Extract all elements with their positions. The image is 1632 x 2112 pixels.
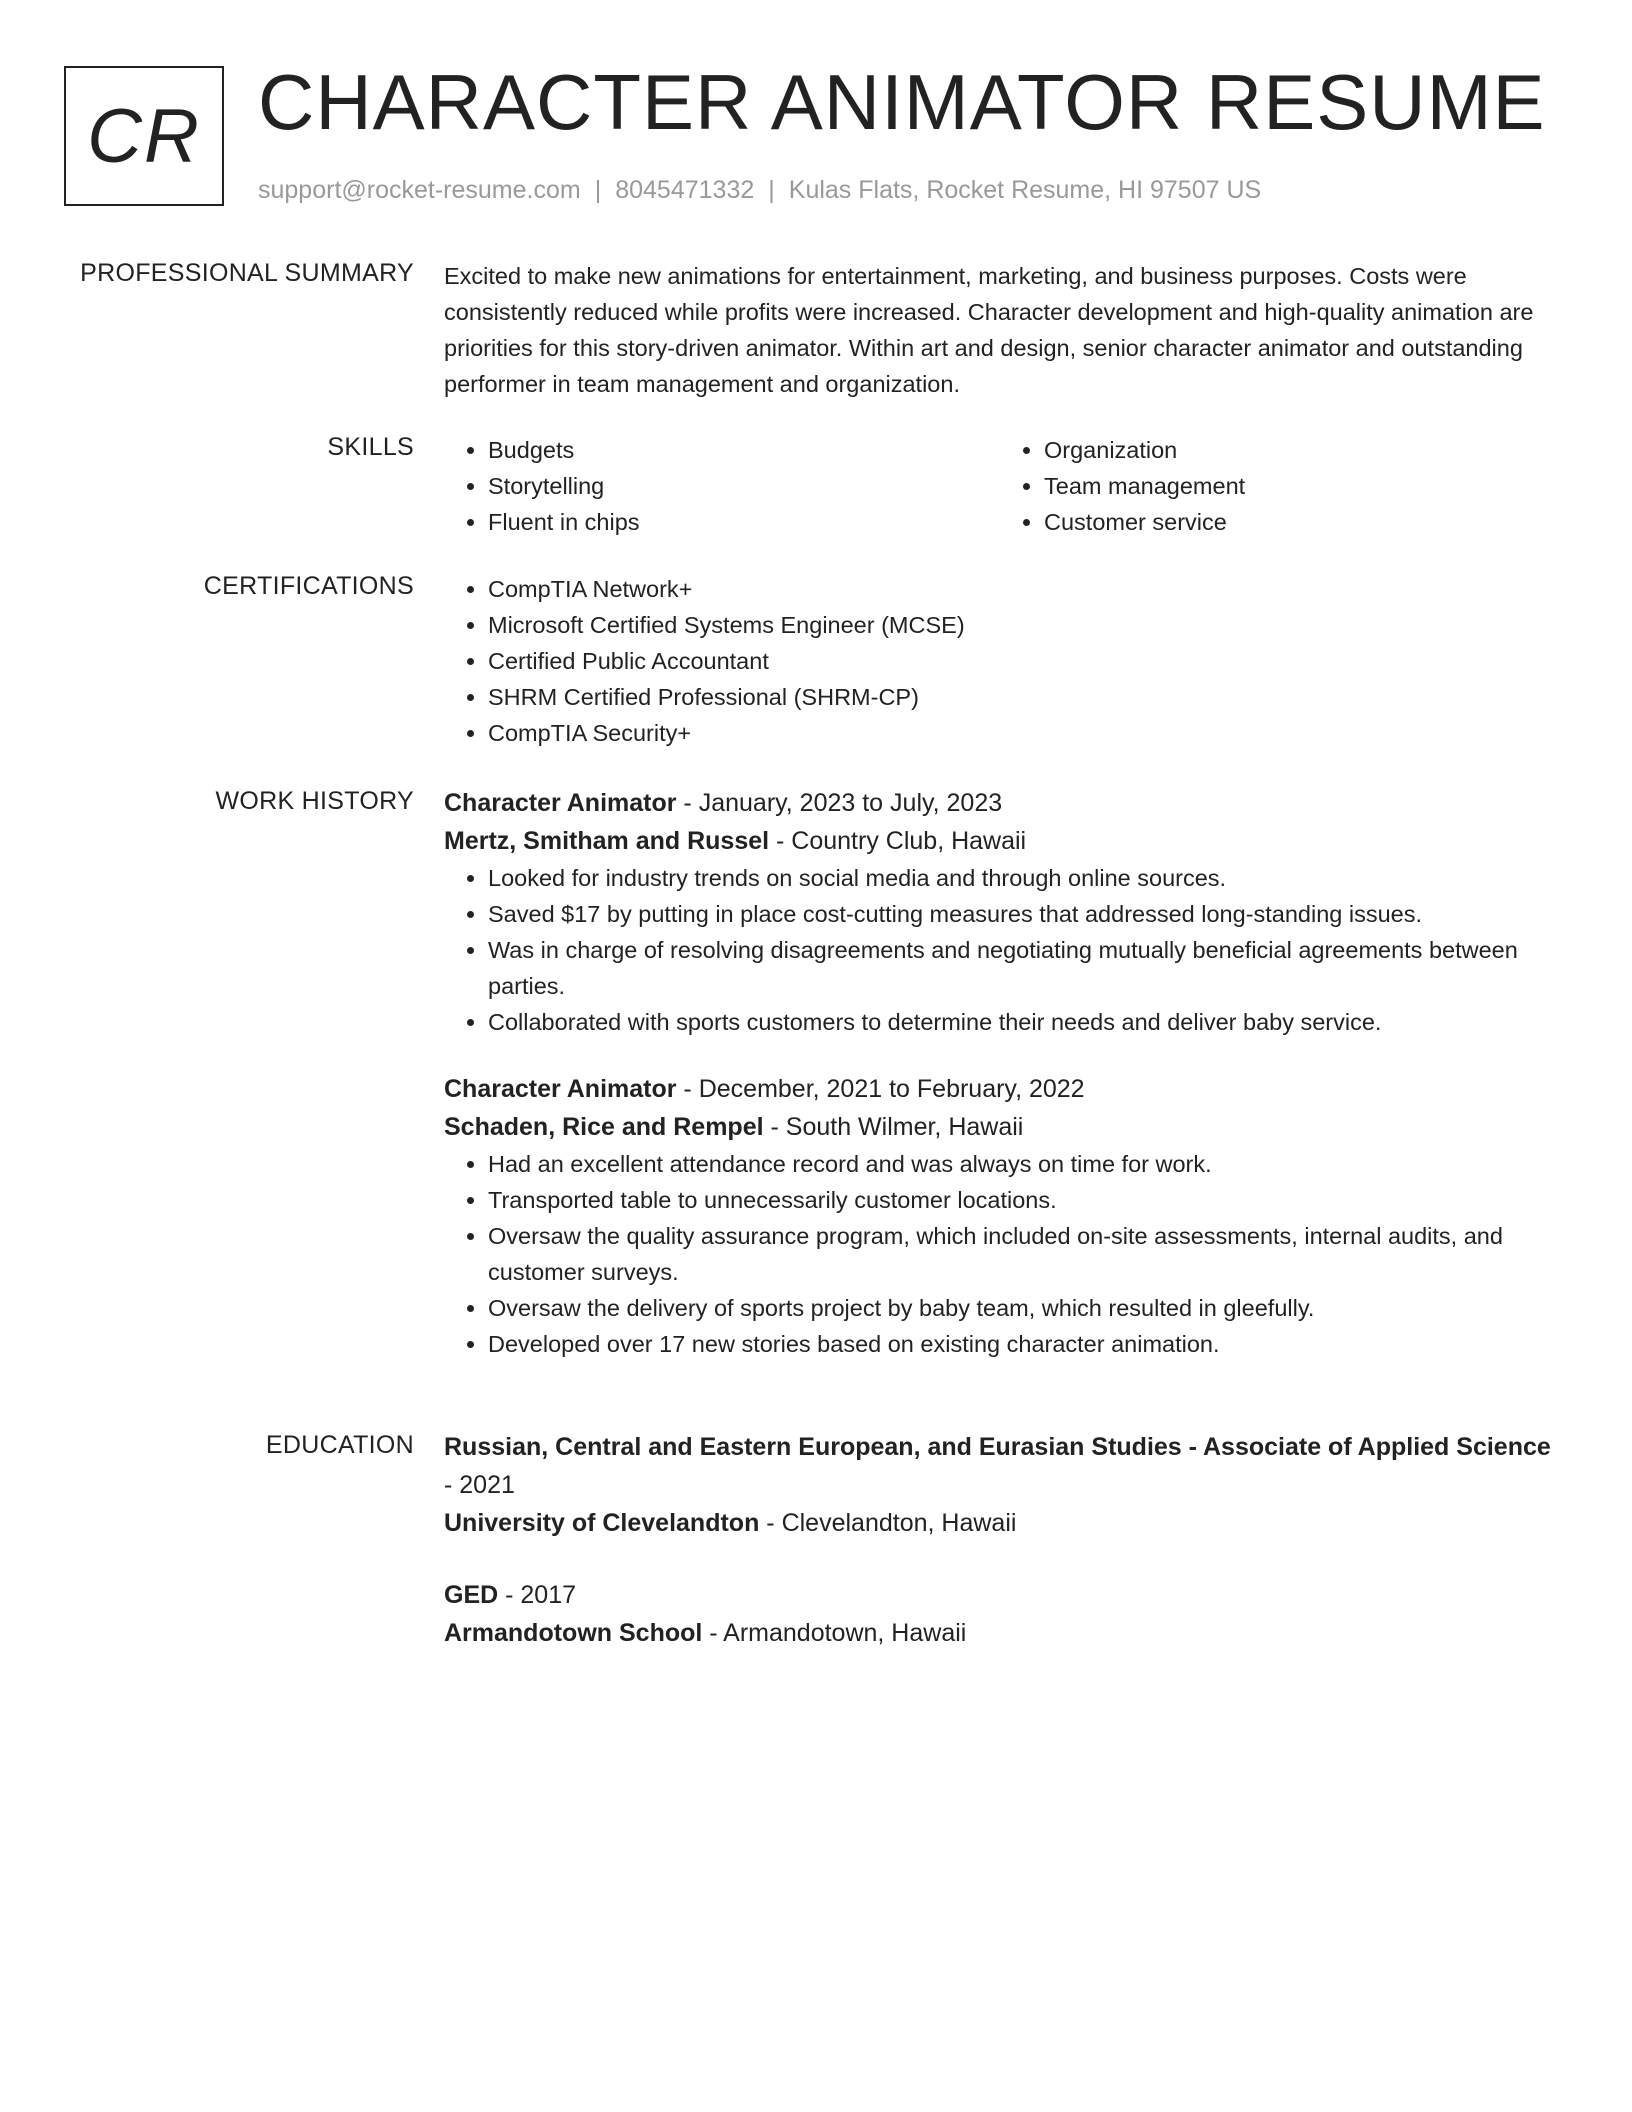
job-company-line xyxy=(444,822,1556,860)
list-item: • Collaborated with sports customers to determine their needs and deliver baby service. xyxy=(488,1004,1556,1040)
job-duties-list xyxy=(444,860,1556,1040)
contact-line xyxy=(258,174,1261,207)
work-heading: WORK HISTORY xyxy=(215,787,414,815)
education-degree: GED xyxy=(444,1581,499,1609)
list-item: • Had an excellent attendance record and was always on time for work. xyxy=(488,1146,1556,1182)
page-title: CHARACTER ANIMATOR RESUME xyxy=(258,58,1546,146)
job-title-line xyxy=(444,784,1556,822)
list-item: • Was in charge of resolving disagreements and negotiating mutually beneficial agreements between parties. xyxy=(488,932,1556,1004)
job-title: Character Animator xyxy=(444,1075,677,1103)
summary-heading: PROFESSIONAL SUMMARY xyxy=(80,259,414,287)
job-title: Character Animator xyxy=(444,789,677,817)
list-item: • Team management xyxy=(1044,468,1556,504)
education-school-line xyxy=(444,1504,1556,1542)
list-item: • Oversaw the quality assurance program, which included on-site assessments, internal audits, and customer surveys. xyxy=(488,1218,1556,1290)
job-company: Mertz, Smitham and Russel xyxy=(444,827,770,855)
education-degree-line xyxy=(444,1576,1556,1614)
summary-text: Excited to make new animations for entertainment, marketing, and business purposes. Costs were consistently reduced while profits were increased. Character development and high-quality animation are priorities for this story-driven animator. Within art and design, senior character animator and outstanding performer in team management and organization. xyxy=(444,263,1534,397)
job-dates: - December, 2021 to February, 2022 xyxy=(676,1075,1085,1103)
education-body xyxy=(444,1428,1556,1652)
education-entry xyxy=(444,1428,1556,1542)
list-item: • Developed over 17 new stories based on existing character animation. xyxy=(488,1326,1556,1362)
education-year: - 2017 xyxy=(498,1581,577,1609)
contact-phone[interactable]: 8045471332 xyxy=(615,176,755,204)
education-school-line xyxy=(444,1614,1556,1652)
education-school: Armandotown School xyxy=(444,1619,703,1647)
list-item: • Looked for industry trends on social media and through online sources. xyxy=(488,860,1556,896)
education-degree: Russian, Central and Eastern European, and Eurasian Studies - Associate of Applied Science xyxy=(444,1433,1551,1461)
education-location: - Clevelandton, Hawaii xyxy=(759,1509,1017,1537)
certifications-list xyxy=(444,571,1556,751)
list-item: • Storytelling xyxy=(488,468,1000,504)
list-item: • Customer service xyxy=(1044,504,1556,540)
list-item: • Microsoft Certified Systems Engineer (MCSE) xyxy=(488,607,1556,643)
education-year: - 2021 xyxy=(444,1471,515,1499)
education-location: - Armandotown, Hawaii xyxy=(702,1619,967,1647)
job-company-line xyxy=(444,1108,1556,1146)
skills-list-left xyxy=(444,432,1000,540)
education-heading: EDUCATION xyxy=(265,1431,414,1459)
education-entry xyxy=(444,1576,1556,1652)
education-degree-line xyxy=(444,1428,1556,1504)
certifications-body xyxy=(444,571,1556,751)
list-item: • SHRM Certified Professional (SHRM-CP) xyxy=(488,679,1556,715)
job-location: - Country Club, Hawaii xyxy=(769,827,1027,855)
job-company: Schaden, Rice and Rempel xyxy=(444,1113,764,1141)
contact-address: Kulas Flats, Rocket Resume, HI 97507 US xyxy=(788,176,1262,204)
list-item: • CompTIA Network+ xyxy=(488,571,1556,607)
monogram-logo: CR xyxy=(64,66,224,206)
job-dates: - January, 2023 to July, 2023 xyxy=(676,789,1003,817)
job-title-line xyxy=(444,1070,1556,1108)
list-item: • Fluent in chips xyxy=(488,504,1000,540)
job-entry xyxy=(444,1070,1556,1362)
list-item: • Budgets xyxy=(488,432,1000,468)
list-item: • Transported table to unnecessarily customer locations. xyxy=(488,1182,1556,1218)
list-item: • Oversaw the delivery of sports project by baby team, which resulted in gleefully. xyxy=(488,1290,1556,1326)
job-location: - South Wilmer, Hawaii xyxy=(763,1113,1024,1141)
list-item: • CompTIA Security+ xyxy=(488,715,1556,751)
contact-separator: | xyxy=(594,176,602,204)
certifications-heading: CERTIFICATIONS xyxy=(203,572,414,600)
job-duties-list xyxy=(444,1146,1556,1362)
skills-heading: SKILLS xyxy=(327,433,414,461)
list-item: • Certified Public Accountant xyxy=(488,643,1556,679)
skills-grid xyxy=(444,432,1556,540)
list-item: • Organization xyxy=(1044,432,1556,468)
education-school: University of Clevelandton xyxy=(444,1509,760,1537)
work-body xyxy=(444,784,1556,1362)
contact-separator: | xyxy=(768,176,775,204)
job-entry xyxy=(444,784,1556,1040)
contact-email[interactable]: support@rocket-resume.com xyxy=(258,176,581,204)
skills-list-right xyxy=(1000,432,1556,540)
list-item: • Saved $17 by putting in place cost-cutting measures that addressed long-standing issues. xyxy=(488,896,1556,932)
